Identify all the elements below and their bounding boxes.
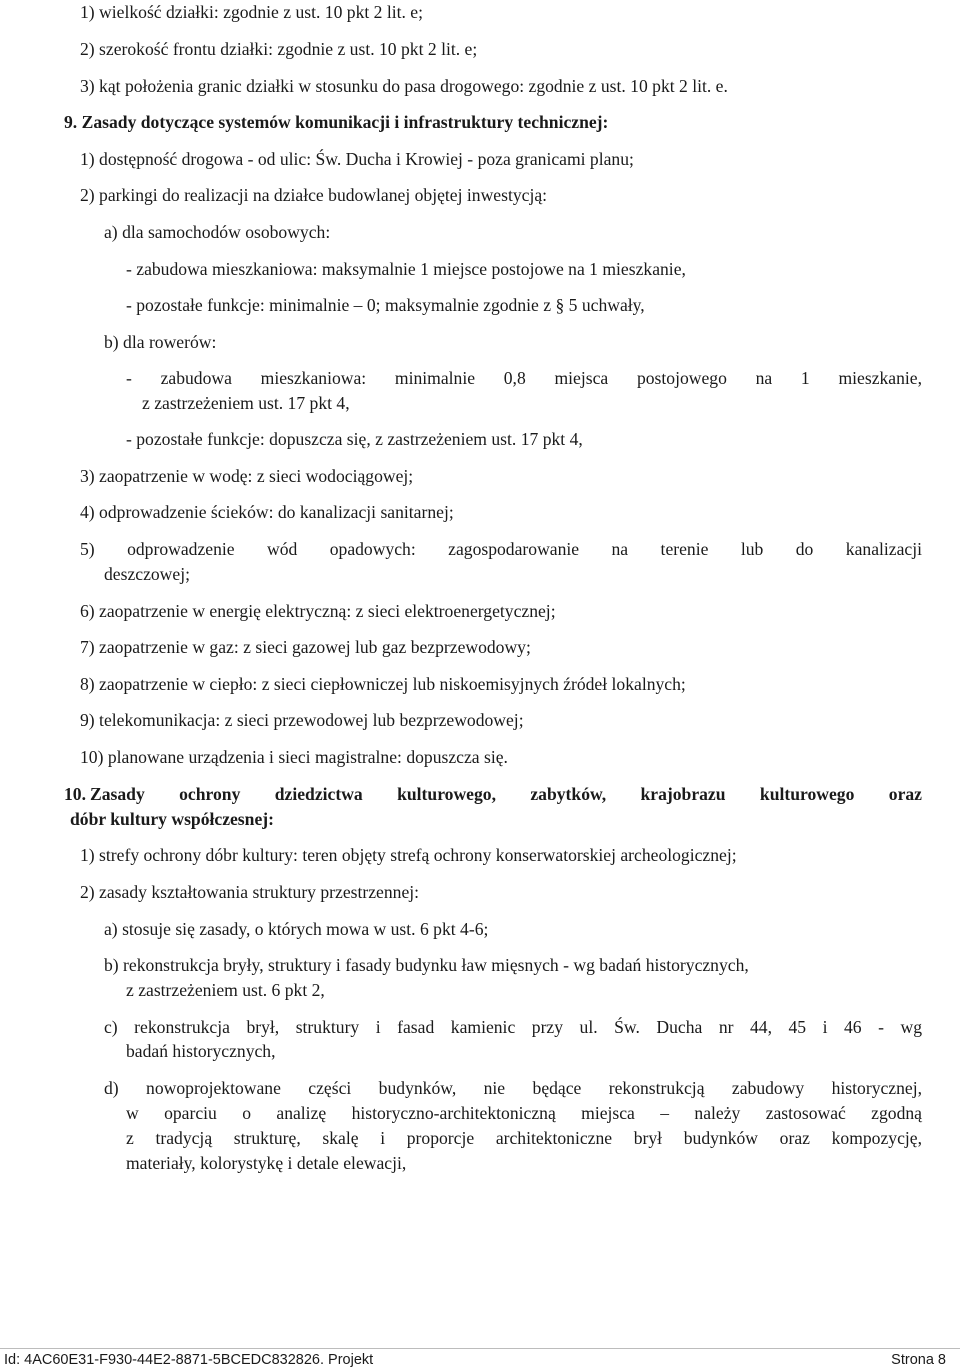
list-item: - zabudowa mieszkaniowa: maksymalnie 1 miejsce postojowe na 1 mieszkanie, bbox=[126, 259, 686, 279]
list-item: - pozostałe funkcje: dopuszcza się, z zastrzeżeniem ust. 17 pkt 4, bbox=[126, 429, 583, 449]
list-item: a) stosuje się zasady, o których mowa w ust. 6 pkt 4-6; bbox=[104, 919, 489, 939]
list-item-continuation: badań historycznych, bbox=[126, 1041, 276, 1061]
list-item-continuation: z zastrzeżeniem ust. 6 pkt 2, bbox=[126, 980, 325, 1000]
list-item-continuation: w oparciu o analizę historyczno-architektoniczną miejsca – należy zastosować zgodną bbox=[126, 1103, 922, 1123]
list-item: 8) zaopatrzenie w ciepło: z sieci ciepłowniczej lub niskoemisyjnych źródeł lokalnych; bbox=[80, 674, 686, 694]
section-title: Zasady ochrony dziedzictwa kulturowego, zabytków, krajobrazu kulturowego oraz bbox=[90, 784, 922, 804]
list-item: 9) telekomunikacja: z sieci przewodowej lub bezprzewodowej; bbox=[80, 710, 524, 730]
section-number: 9. bbox=[64, 112, 78, 132]
list-item: 4) odprowadzenie ścieków: do kanalizacji sanitarnej; bbox=[80, 502, 454, 522]
list-item: 1) wielkość działki: zgodnie z ust. 10 pkt 2 lit. e; bbox=[80, 2, 424, 22]
list-item: b) dla rowerów: bbox=[104, 332, 217, 352]
section-title-continuation: dóbr kultury współczesnej: bbox=[70, 809, 274, 829]
list-item: d) nowoprojektowane części budynków, nie będące rekonstrukcją zabudowy historycznej, bbox=[104, 1078, 922, 1098]
section-heading-10 bbox=[0, 783, 960, 806]
list-item: 2) szerokość frontu działki: zgodnie z ust. 10 pkt 2 lit. e; bbox=[80, 39, 478, 59]
section-heading-9 bbox=[0, 111, 960, 134]
section-number: 10. bbox=[64, 784, 86, 804]
section-title: Zasady dotyczące systemów komunikacji i infrastruktury technicznej: bbox=[81, 112, 609, 132]
list-item: 6) zaopatrzenie w energię elektryczną: z sieci elektroenergetycznej; bbox=[80, 601, 556, 621]
list-item-continuation: deszczowej; bbox=[104, 564, 190, 584]
list-item: a) dla samochodów osobowych: bbox=[104, 222, 331, 242]
list-item: 2) zasady kształtowania struktury przestrzennej: bbox=[80, 882, 420, 902]
footer-divider bbox=[0, 1348, 960, 1349]
list-item-continuation: z zastrzeżeniem ust. 17 pkt 4, bbox=[142, 393, 350, 413]
document-id: Id: 4AC60E31-F930-44E2-8871-5BCEDC832826. Projekt bbox=[4, 1352, 374, 1368]
list-item: - pozostałe funkcje: minimalnie – 0; maksymalnie zgodnie z § 5 uchwały, bbox=[126, 295, 645, 315]
page-number: Strona 8 bbox=[891, 1352, 946, 1368]
list-item: 10) planowane urządzenia i sieci magistralne: dopuszcza się. bbox=[80, 747, 508, 767]
list-item: b) rekonstrukcja bryły, struktury i fasady budynku ław mięsnych - wg badań historycznych, bbox=[104, 955, 749, 975]
list-item: 2) parkingi do realizacji na działce budowlanej objętej inwestycją: bbox=[80, 185, 548, 205]
list-item: 3) kąt położenia granic działki w stosunku do pasa drogowego: zgodnie z ust. 10 pkt 2 lit. e. bbox=[80, 76, 728, 96]
list-item: c) rekonstrukcja brył, struktury i fasad kamienic przy ul. Św. Ducha nr 44, 45 i 46 - wg bbox=[104, 1017, 922, 1037]
list-item: 7) zaopatrzenie w gaz: z sieci gazowej lub gaz bezprzewodowy; bbox=[80, 637, 531, 657]
list-item-continuation: z tradycją strukturę, skalę i proporcje architektoniczne brył budynków oraz kompozycję, bbox=[126, 1128, 922, 1148]
list-item-continuation: materiały, kolorystykę i detale elewacji, bbox=[126, 1153, 407, 1173]
list-item: 5) odprowadzenie wód opadowych: zagospodarowanie na terenie lub do kanalizacji bbox=[80, 539, 922, 559]
list-item: 1) dostępność drogowa - od ulic: Św. Ducha i Krowiej - poza granicami planu; bbox=[80, 149, 634, 169]
list-item: - zabudowa mieszkaniowa: minimalnie 0,8 miejsca postojowego na 1 mieszkanie, bbox=[126, 368, 922, 388]
list-item: 1) strefy ochrony dóbr kultury: teren objęty strefą ochrony konserwatorskiej archeologicznej; bbox=[80, 845, 737, 865]
list-item: 3) zaopatrzenie w wodę: z sieci wodociągowej; bbox=[80, 466, 414, 486]
